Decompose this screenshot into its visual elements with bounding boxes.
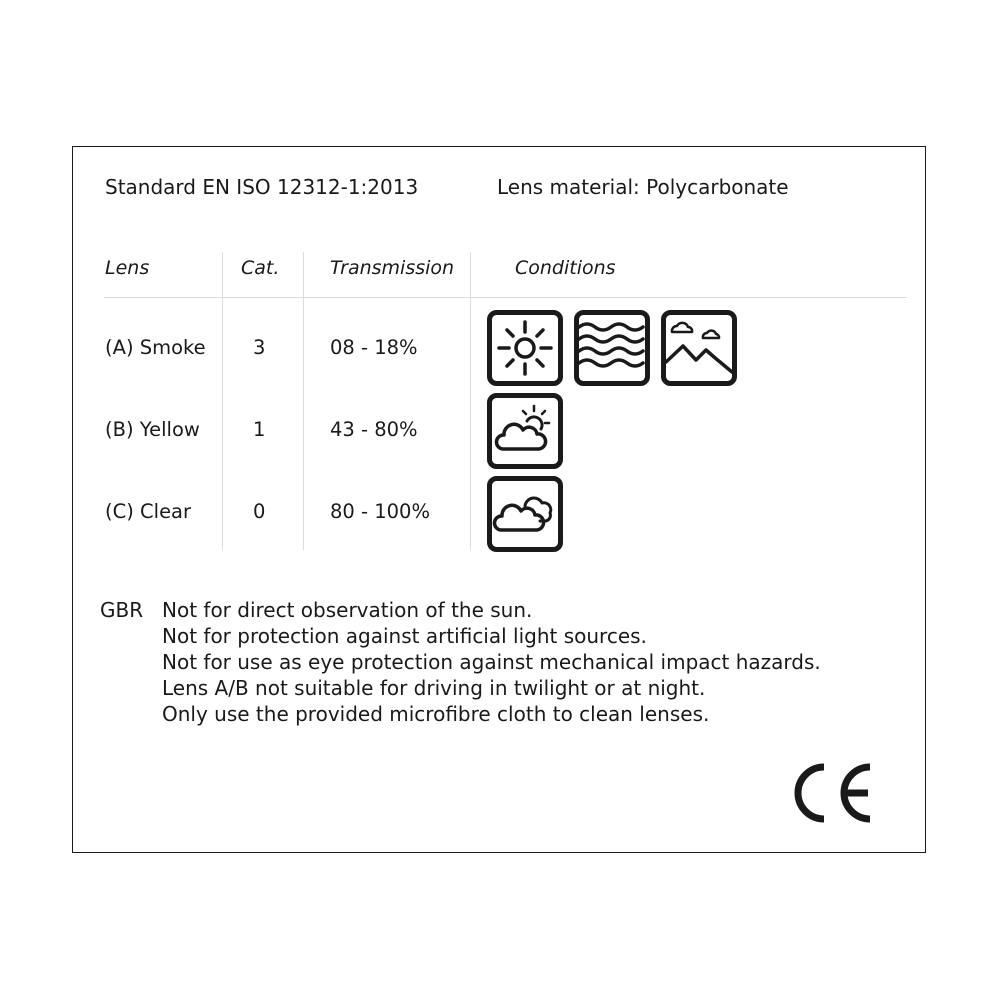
- warning-line: Lens A/B not suitable for driving in twilight or at night.: [162, 676, 706, 700]
- row-a-cat: 3: [253, 336, 266, 359]
- column-header-lens: Lens: [105, 257, 150, 279]
- row-c-cat: 0: [253, 500, 266, 523]
- header-divider: [104, 297, 907, 298]
- row-c-lens: (C) Clear: [105, 500, 192, 523]
- column-header-cat: Cat.: [241, 257, 280, 279]
- cloudy-icon: [487, 476, 563, 552]
- row-b-lens: (B) Yellow: [105, 418, 200, 441]
- mountain-icon: [661, 310, 737, 386]
- row-b-cat: 1: [253, 418, 266, 441]
- water-icon: [574, 310, 650, 386]
- row-a-transmission: 08 - 18%: [330, 336, 418, 359]
- warning-line: Not for protection against artificial light sources.: [162, 624, 647, 648]
- warning-line: Only use the provided microfibre cloth to clean lenses.: [162, 702, 710, 726]
- sun-icon: [487, 310, 563, 386]
- row-a-lens: (A) Smoke: [105, 336, 206, 359]
- partly-cloudy-icon: [487, 393, 563, 469]
- lens-material-text: Lens material: Polycarbonate: [497, 175, 789, 199]
- warning-line: Not for direct observation of the sun.: [162, 598, 533, 622]
- standard-text: Standard EN ISO 12312-1:2013: [105, 175, 419, 199]
- row-b-transmission: 43 - 80%: [330, 418, 418, 441]
- ce-mark-icon: [790, 762, 876, 824]
- column-divider: [303, 252, 304, 550]
- warning-line: Not for use as eye protection against mechanical impact hazards.: [162, 650, 821, 674]
- row-c-transmission: 80 - 100%: [330, 500, 430, 523]
- language-code: GBR: [100, 598, 144, 622]
- column-header-conditions: Conditions: [515, 257, 616, 279]
- column-divider: [470, 252, 471, 550]
- column-divider: [222, 252, 223, 550]
- column-header-transmission: Transmission: [330, 257, 455, 279]
